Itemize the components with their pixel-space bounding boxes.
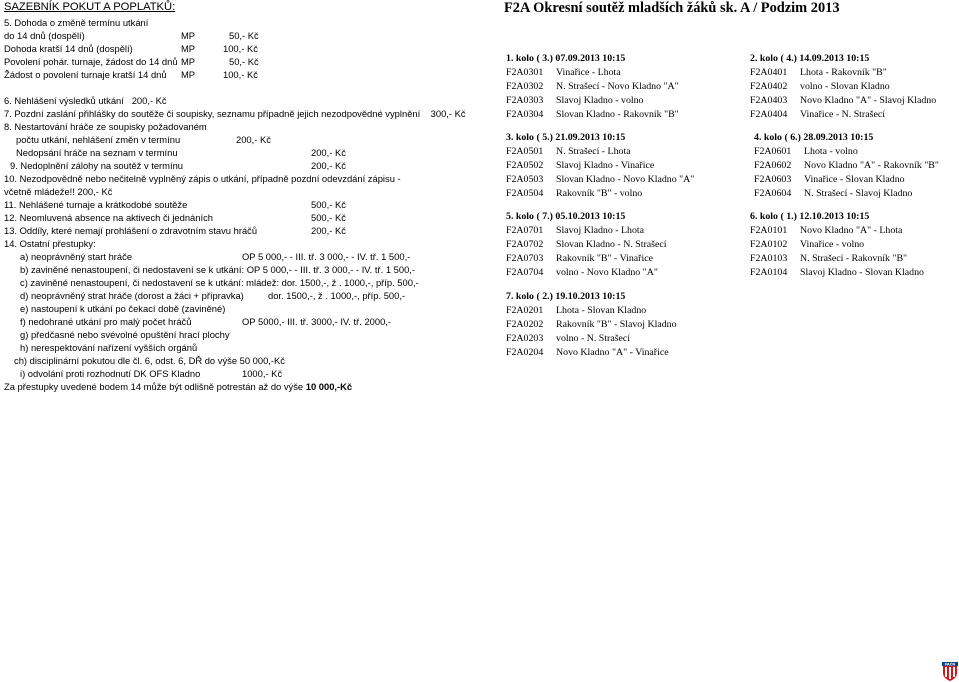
sub-label: d) neoprávněný strat hráče (dorost a žáci + přípravka) [20, 290, 244, 301]
match-teams: Novo Kladno "A" - Vinařice [556, 347, 669, 358]
section-label: 6. Nehlášení výsledků utkání [4, 95, 124, 106]
fee-row [4, 29, 474, 42]
sub-b: b) zaviněné nenastoupení, či nedostavení se k utkání: OP 5 000,- - III. tř. 3 000,- - IV. tř. 1 500,- [20, 264, 416, 275]
round-header: 2. kolo ( 4.) 14.09.2013 10:15 [750, 53, 870, 64]
section-label: 11. Nehlášené turnaje a krátkodobé soutěže [4, 199, 188, 210]
sub-amount: 1000,- Kč [242, 368, 283, 379]
section-8b [4, 146, 474, 159]
match-row [506, 108, 731, 122]
fee-category: MP [181, 43, 196, 54]
match-code: F2A0704 [506, 267, 544, 278]
match-row [754, 187, 959, 201]
match-row [506, 94, 731, 108]
match-code: F2A0703 [506, 253, 544, 264]
match-teams: Rakovník "B" - Vinařice [556, 253, 653, 264]
sub-detail: OP 5000,- III. tř. 3000,- IV. tř. 2000,- [242, 316, 392, 327]
fee-schedule-footer [4, 380, 474, 393]
match-row [506, 332, 731, 346]
sub-f [4, 315, 474, 328]
match-teams: Vinařice - volno [800, 239, 865, 250]
match-row [506, 159, 731, 173]
match-code: F2A0403 [750, 95, 788, 106]
round-block [506, 131, 731, 201]
fee-amount: 50,- Kč [229, 56, 259, 67]
section-11 [4, 198, 474, 211]
section-label: Nedopsání hráče na seznam v termínu [16, 147, 178, 158]
section-amount: 500,- Kč [311, 212, 346, 223]
match-row [754, 159, 959, 173]
match-code: F2A0303 [506, 95, 544, 106]
match-row [750, 266, 959, 280]
section-8a [4, 133, 474, 146]
match-code: F2A0203 [506, 333, 544, 344]
match-row [506, 346, 731, 360]
section-14: 14. Ostatní přestupky: [4, 238, 96, 249]
section-label: počtu utkání, nehlášení změn v termínu [16, 134, 181, 145]
facr-logo-text: FAČR [944, 662, 956, 667]
match-code: F2A0702 [506, 239, 544, 250]
match-row [750, 80, 959, 94]
match-code: F2A0503 [506, 174, 544, 185]
match-row [506, 252, 731, 266]
sub-h: h) nerespektování nařízení vyšších orgánů [20, 342, 198, 353]
footer-max-amount: 10 000,-Kč [305, 381, 353, 392]
match-teams: Novo Kladno "A" - Lhota [800, 225, 903, 236]
sub-a [4, 250, 474, 263]
match-teams: Novo Kladno "A" - Slavoj Kladno [800, 95, 937, 106]
fee-row [4, 68, 474, 81]
match-teams: Slavoj Kladno - volno [556, 95, 644, 106]
round-block [750, 52, 959, 122]
match-code: F2A0104 [750, 267, 788, 278]
section-amount: 300,- Kč [430, 108, 466, 119]
match-row [506, 66, 731, 80]
section-7 [4, 107, 474, 120]
section-5: 5. Dohoda o změně termínu utkání [4, 17, 149, 28]
round-header: 4. kolo ( 6.) 28.09.2013 10:15 [754, 132, 874, 143]
match-row [506, 318, 731, 332]
match-teams: Rakovník "B" - volno [556, 188, 643, 199]
match-code: F2A0204 [506, 347, 544, 358]
match-teams: N. Strašecí - Rakovník "B" [800, 253, 908, 264]
sub-detail: OP 5 000,- - III. tř. 3 000,- - IV. tř. 1 500,- [242, 251, 411, 262]
sub-label: f) nedohrané utkání pro malý počet hráčů [20, 316, 192, 327]
round-block [506, 290, 731, 360]
round-header: 7. kolo ( 2.) 19.10.2013 10:15 [506, 291, 626, 302]
match-row [750, 252, 959, 266]
match-code: F2A0501 [506, 146, 544, 157]
match-teams: Vinařice - N. Strašecí [800, 109, 885, 120]
match-row [750, 66, 959, 80]
fee-amount: 50,- Kč [229, 30, 259, 41]
round-header: 3. kolo ( 5.) 21.09.2013 10:15 [506, 132, 626, 143]
match-row [750, 238, 959, 252]
fee-category: MP [181, 56, 196, 67]
match-teams: volno - Novo Kladno "A" [556, 267, 658, 278]
footer-text: Za přestupky uvedené bodem 14 může být odlišně potrestán až do výše [4, 381, 306, 392]
match-code: F2A0504 [506, 188, 544, 199]
round-block [754, 131, 959, 201]
sub-e: e) nastoupení k utkání po čekací době (zaviněné) [20, 303, 226, 314]
match-code: F2A0402 [750, 81, 788, 92]
match-code: F2A0701 [506, 225, 544, 236]
match-row [506, 304, 731, 318]
round-block [506, 210, 731, 280]
fee-amount: 100,- Kč [223, 69, 258, 80]
sub-g: g) předčasné nebo svévolné opuštění hrací plochy [20, 329, 230, 340]
section-amount: 200,- Kč [131, 95, 167, 106]
match-teams: N. Strašecí - Slavoj Kladno [804, 188, 913, 199]
fee-row [4, 42, 474, 55]
match-row [506, 266, 731, 280]
sub-label: i) odvolání proti rozhodnutí DK OFS Kladno [20, 368, 201, 379]
match-row [506, 145, 731, 159]
sub-i [4, 367, 474, 380]
sub-c: c) zaviněné nenastoupení, či nedostavení se k utkání: mládež: dor. 1500,-, ž . 1000,-, příp. 500,- [20, 277, 419, 288]
match-teams: Slovan Kladno - N. Strašecí [556, 239, 667, 250]
round-block [750, 210, 959, 280]
match-teams: Lhota - Slovan Kladno [556, 305, 647, 316]
section-amount: 200,- Kč [311, 160, 346, 171]
match-row [506, 173, 731, 187]
round-header: 1. kolo ( 3.) 07.09.2013 10:15 [506, 53, 626, 64]
match-teams: Slavoj Kladno - Slovan Kladno [800, 267, 924, 278]
section-label: 13. Oddíly, které nemají prohlášení o zdravotním stavu hráčů [4, 225, 258, 236]
match-row [750, 94, 959, 108]
match-row [750, 224, 959, 238]
match-teams: N. Strašecí - Novo Kladno "A" [556, 81, 679, 92]
sub-ch: ch) disciplinární pokutou dle čl. 6, odst. 6, DŘ do výše 50 000,-Kč [14, 355, 285, 366]
round-header: 5. kolo ( 7.) 05.10.2013 10:15 [506, 211, 626, 222]
round-block [506, 52, 731, 122]
sub-d [4, 289, 474, 302]
match-teams: Rakovník "B" - Slavoj Kladno [556, 319, 677, 330]
match-code: F2A0302 [506, 81, 544, 92]
match-teams: Vinařice - Slovan Kladno [804, 174, 905, 185]
section-amount: 200,- Kč [311, 147, 346, 158]
match-code: F2A0601 [754, 146, 792, 157]
match-teams: Slovan Kladno - Rakovník "B" [556, 109, 679, 120]
match-row [754, 145, 959, 159]
round-header: 6. kolo ( 1.) 12.10.2013 10:15 [750, 211, 870, 222]
match-row [506, 187, 731, 201]
fee-label: do 14 dnů (dospělí) [4, 30, 85, 41]
match-row [754, 173, 959, 187]
section-8: 8. Nestartování hráče ze soupisky požadovaném [4, 121, 207, 132]
match-code: F2A0101 [750, 225, 788, 236]
sub-detail: dor. 1500,-, ž . 1000,-, příp. 500,- [268, 290, 406, 301]
match-teams: volno - Slovan Kladno [800, 81, 890, 92]
match-code: F2A0301 [506, 67, 544, 78]
match-teams: Vinařice - Lhota [556, 67, 621, 78]
section-amount: 200,- Kč [236, 134, 271, 145]
match-row [506, 224, 731, 238]
match-code: F2A0304 [506, 109, 544, 120]
match-code: F2A0103 [750, 253, 788, 264]
fee-label: Dohoda kratší 14 dnů (dospělí) [4, 43, 133, 54]
fee-label: Povolení pohár. turnaje, žádost do 14 dnů [4, 56, 178, 67]
fee-row [4, 55, 474, 68]
match-teams: Lhota - volno [804, 146, 858, 157]
section-10-cont: včetně mládeže!! 200,- Kč [4, 186, 113, 197]
match-code: F2A0401 [750, 67, 788, 78]
match-teams: Slavoj Kladno - Vinařice [556, 160, 655, 171]
match-code: F2A0502 [506, 160, 544, 171]
fee-schedule [4, 0, 474, 393]
match-code: F2A0202 [506, 319, 544, 330]
match-teams: volno - N. Strašecí [556, 333, 631, 344]
section-amount: 200,- Kč [311, 225, 346, 236]
section-13 [4, 224, 474, 237]
section-12 [4, 211, 474, 224]
match-teams: Slovan Kladno - Novo Kladno "A" [556, 174, 695, 185]
match-code: F2A0404 [750, 109, 788, 120]
section-6 [4, 94, 474, 107]
match-code: F2A0604 [754, 188, 792, 199]
section-label: 12. Neomluvená absence na aktivech či jednáních [4, 212, 213, 223]
fee-category: MP [181, 30, 196, 41]
section-label: 7. Pozdní zaslání přihlášky do soutěže či soupisky, seznamu případně jejich nezodpovědné vyplnění [4, 108, 421, 119]
section-10: 10. Nezodpovědně nebo nečitelně vyplněný zápis o utkání, případně pozdní odevzdání zápisu - [4, 173, 401, 184]
match-code: F2A0602 [754, 160, 792, 171]
match-row [506, 238, 731, 252]
match-teams: Lhota - Rakovník "B" [800, 67, 887, 78]
fee-label: Žádost o povolení turnaje kratší 14 dnů [4, 69, 167, 80]
schedule-title: F2A Okresní soutěž mladších žáků sk. A / Podzim 2013 [504, 0, 840, 16]
facr-logo [942, 662, 958, 681]
section-label: 9. Nedoplnění zálohy na soutěž v termínu [10, 160, 184, 171]
match-code: F2A0201 [506, 305, 544, 316]
fee-schedule-title: SAZEBNÍK POKUT A POPLATKŮ: [4, 1, 176, 13]
match-teams: N. Strašecí - Lhota [556, 146, 631, 157]
fee-category: MP [181, 69, 196, 80]
match-code: F2A0102 [750, 239, 788, 250]
match-row [750, 108, 959, 122]
match-teams: Slavoj Kladno - Lhota [556, 225, 645, 236]
section-amount: 500,- Kč [311, 199, 346, 210]
match-code: F2A0603 [754, 174, 792, 185]
match-row [506, 80, 731, 94]
fee-amount: 100,- Kč [223, 43, 258, 54]
section-9 [4, 159, 474, 172]
sub-label: a) neoprávněný start hráče [20, 251, 133, 262]
match-teams: Novo Kladno "A" - Rakovník "B" [804, 160, 939, 171]
